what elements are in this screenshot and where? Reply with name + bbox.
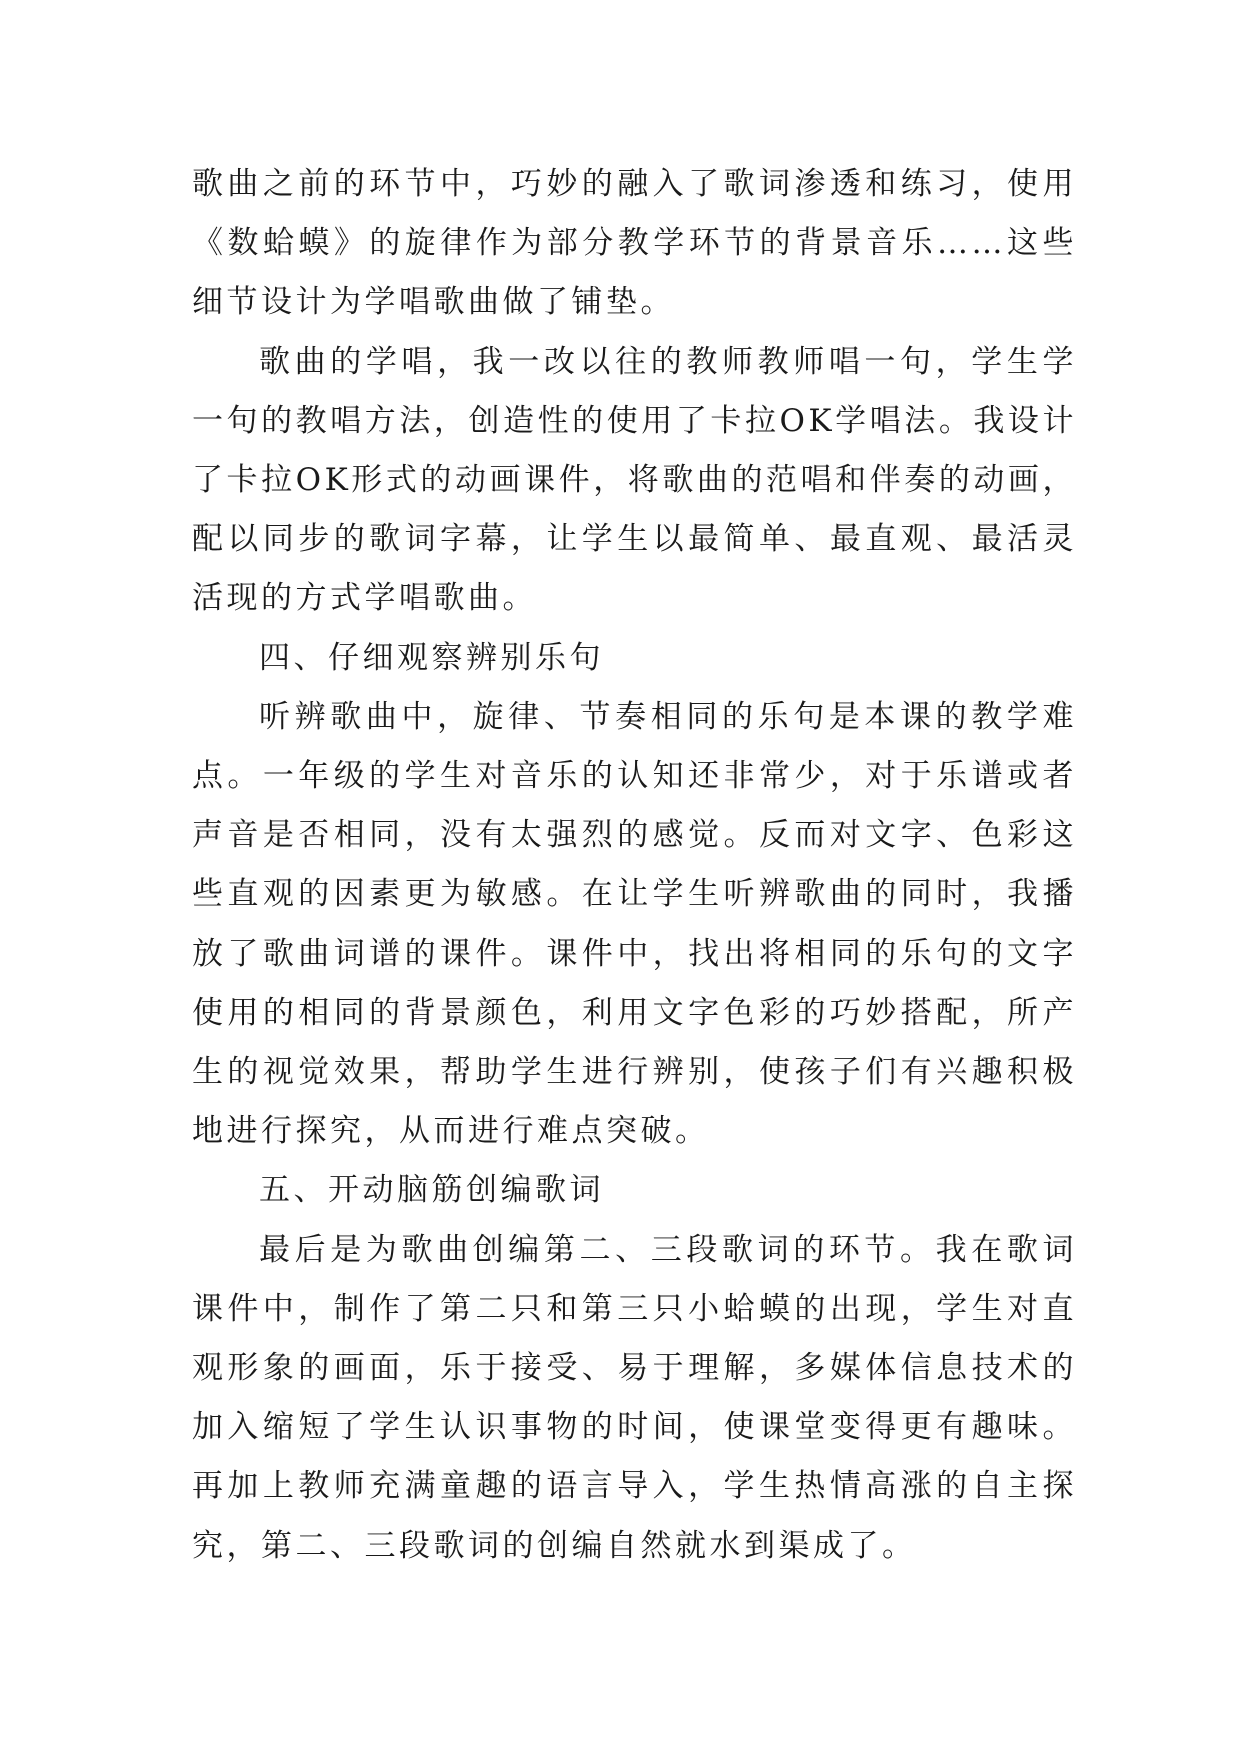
paragraph-lyric-creation: 最后是为歌曲创编第二、三段歌词的环节。我在歌词课件中，制作了第二只和第三只小蛤蟆的出现，学生对直观形象的画面，乐于接受、易于理解，多媒体信息技术的加入缩短了学生认识事物的时间，使课堂变得更有趣味。再加上教师充满童趣的语言导入，学生热情高涨的自主探究，第二、三段歌词的创编自然就水到渠成了。 bbox=[192, 1231, 1077, 1564]
paragraph-phrase-discrimination: 听辨歌曲中，旋律、节奏相同的乐句是本课的教学难点。一年级的学生对音乐的认知还非常少，对于乐谱或者声音是否相同，没有太强烈的感觉。反而对文字、色彩这些直观的因素更为敏感。在让学生听辨歌曲的同时，我播放了歌曲词谱的课件。课件中，找出将相同的乐句的文字使用的相同的背景颜色，利用文字色彩的巧妙搭配，所产生的视觉效果，帮助学生进行辨别，使孩子们有兴趣积极地进行探究，从而进行难点突破。 bbox=[192, 698, 1077, 1150]
section-heading-4: 四、仔细观察辨别乐句 bbox=[259, 639, 604, 676]
document-body bbox=[192, 155, 1077, 1576]
section-heading-5: 五、开动脑筋创编歌词 bbox=[259, 1172, 604, 1209]
paragraph-continuation: 歌曲之前的环节中，巧妙的融入了歌词渗透和练习，使用《数蛤蟆》的旋律作为部分教学环节的背景音乐……这些细节设计为学唱歌曲做了铺垫。 bbox=[192, 166, 1077, 321]
paragraph-karaoke-singing: 歌曲的学唱，我一改以往的教师教师唱一句，学生学一句的教唱方法，创造性的使用了卡拉OK学唱法。我设计了卡拉OK形式的动画课件，将歌曲的范唱和伴奏的动画，配以同步的歌词字幕，让学生以最简单、最直观、最活灵活现的方式学唱歌曲。 bbox=[192, 343, 1077, 617]
